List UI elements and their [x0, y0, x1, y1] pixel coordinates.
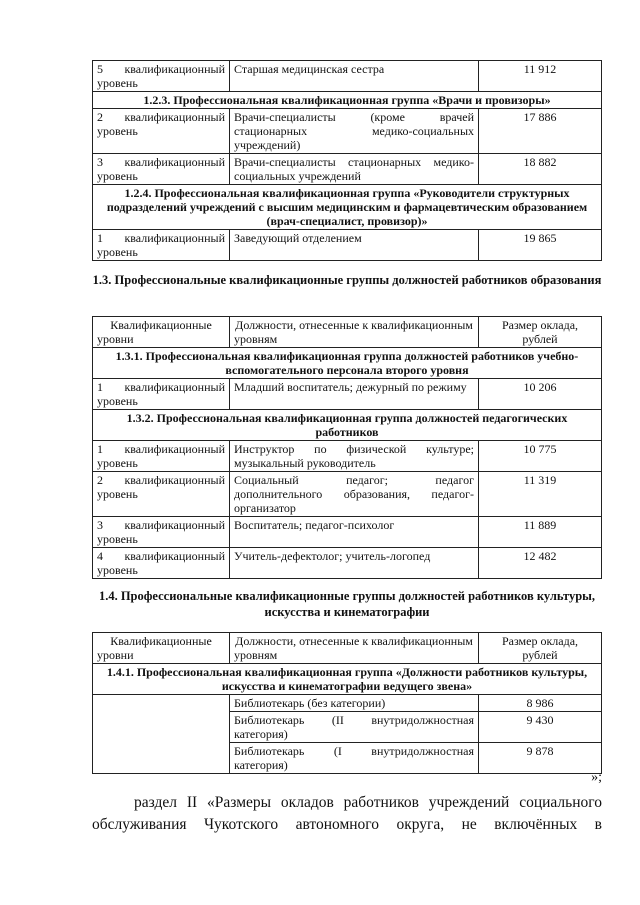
table-education [92, 316, 602, 579]
salary-cell: 11 912 [479, 61, 602, 92]
salary-cell: 9 878 [479, 743, 602, 774]
group-title-124: 1.2.4. Профессиональная квалификационная группа «Руководители структурных подразделений учреждений с высшим медицинским и фармацевтическим образованием (врач-специалист, провизор)» [93, 185, 602, 230]
salary-cell: 19 865 [479, 230, 602, 261]
salary-cell: 10 775 [479, 441, 602, 472]
table-header-row [93, 633, 602, 664]
level-cell: 3 квалификационный уровень [93, 517, 230, 548]
table-row [93, 441, 602, 472]
positions-cell: Младший воспитатель; дежурный по режиму [230, 379, 479, 410]
positions-cell: Социальный педагог; педагог дополнительного образования, педагог-организатор [230, 472, 479, 517]
positions-cell: Заведующий отделением [230, 230, 479, 261]
table-row [93, 379, 602, 410]
table-row [93, 472, 602, 517]
level-cell: 2 квалификационный уровень [93, 472, 230, 517]
header-salary: Размер оклада, рублей [479, 317, 602, 348]
positions-cell: Врачи-специалисты (кроме врачей стационарных медико-социальных учреждений) [230, 109, 479, 154]
positions-cell: Старшая медицинская сестра [230, 61, 479, 92]
level-cell: 2 квалификационный уровень [93, 109, 230, 154]
paragraph-line-2: обслуживания Чукотского автономного округа, не включённых в [92, 816, 602, 833]
section-heading-13: 1.3. Профессиональные квалификационные группы должностей работников образования [92, 273, 602, 287]
positions-cell: Инструктор по физической культуре; музыкальный руководитель [230, 441, 479, 472]
table-row [93, 154, 602, 185]
body-paragraph [92, 792, 602, 836]
table-medical [92, 60, 602, 261]
salary-cell: 10 206 [479, 379, 602, 410]
level-cell-empty [93, 695, 230, 774]
table-row [93, 61, 602, 92]
group-row [93, 664, 602, 695]
table-row [93, 695, 602, 712]
level-cell: 1 квалификационный уровень [93, 441, 230, 472]
level-cell: 1 квалификационный уровень [93, 379, 230, 410]
salary-cell: 8 986 [479, 695, 602, 712]
positions-cell: Библиотекарь (I внутридолжностная категория) [230, 743, 479, 774]
salary-cell: 18 882 [479, 154, 602, 185]
salary-cell: 11 889 [479, 517, 602, 548]
level-cell: 5 квалификационный уровень [93, 61, 230, 92]
level-cell: 3 квалификационный уровень [93, 154, 230, 185]
header-levels: Квалификационные уровни [93, 633, 230, 664]
level-cell: 1 квалификационный уровень [93, 230, 230, 261]
header-positions: Должности, отнесенные к квалификационным уровням [230, 317, 479, 348]
salary-cell: 12 482 [479, 548, 602, 579]
salary-cell: 11 319 [479, 472, 602, 517]
group-row [93, 410, 602, 441]
group-title-131: 1.3.1. Профессиональная квалификационная группа должностей работников учебно-вспомогательного персонала второго уровня [93, 348, 602, 379]
level-cell: 4 квалификационный уровень [93, 548, 230, 579]
group-row [93, 185, 602, 230]
section-heading-14: 1.4. Профессиональные квалификационные группы должностей работников культуры, искусства и кинематографии [98, 589, 596, 619]
positions-cell: Библиотекарь (без категории) [230, 695, 479, 712]
group-title-132: 1.3.2. Профессиональная квалификационная группа должностей педагогических работников [93, 410, 602, 441]
header-salary: Размер оклада, рублей [479, 633, 602, 664]
positions-cell: Библиотекарь (II внутридолжностная категория) [230, 712, 479, 743]
table-row [93, 548, 602, 579]
positions-cell: Врачи-специалисты стационарных медико-социальных учреждений [230, 154, 479, 185]
header-positions: Должности, отнесенные к квалификационным уровням [230, 633, 479, 664]
group-row [93, 92, 602, 109]
closing-quote: »; [591, 770, 602, 785]
group-title-123: 1.2.3. Профессиональная квалификационная группа «Врачи и провизоры» [93, 92, 602, 109]
table-row [93, 517, 602, 548]
positions-cell: Учитель-дефектолог; учитель-логопед [230, 548, 479, 579]
table-header-row [93, 317, 602, 348]
group-row [93, 348, 602, 379]
paragraph-line-1: раздел II «Размеры окладов работников учреждений социального [134, 794, 602, 811]
table-culture [92, 632, 602, 774]
salary-cell: 17 886 [479, 109, 602, 154]
positions-cell: Воспитатель; педагог-психолог [230, 517, 479, 548]
table-row [93, 109, 602, 154]
header-levels: Квалификационные уровни [93, 317, 230, 348]
table-row [93, 230, 602, 261]
group-title-141: 1.4.1. Профессиональная квалификационная группа «Должности работников культуры, искусства и кинематографии ведущего звена» [93, 664, 602, 695]
salary-cell: 9 430 [479, 712, 602, 743]
